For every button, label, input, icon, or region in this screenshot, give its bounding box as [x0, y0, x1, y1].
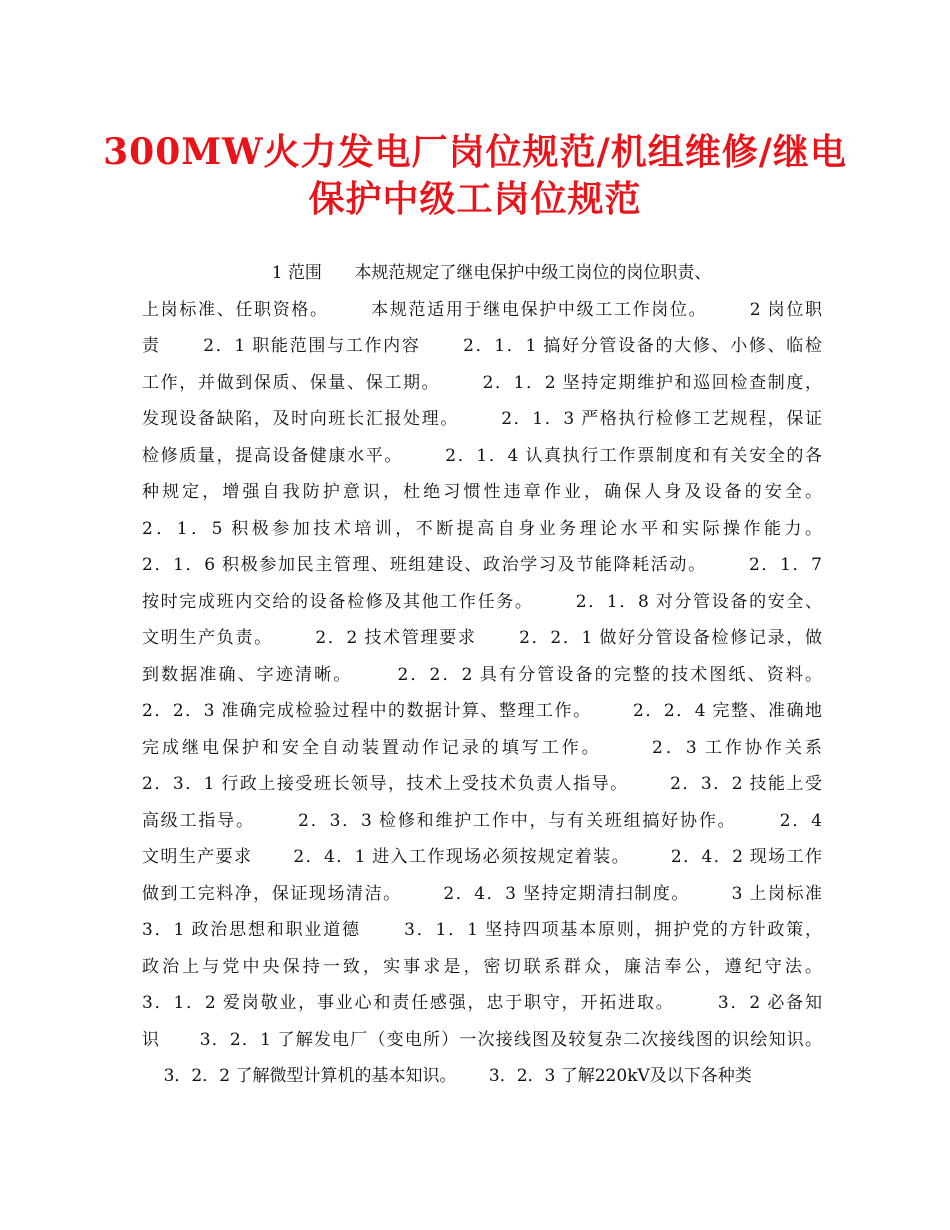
body-line: 2．1．5 积极参加技术培训，不断提高自身业务理论水平和实际操作能力。: [142, 518, 822, 539]
body-line: 2．3．1 行政上接受班长领导，技术上受技术负责人指导。 2．3．2 技能上受: [142, 774, 822, 794]
document-title-line-2: 保护中级工岗位规范: [308, 178, 642, 220]
body-line: 完成继电保护和安全自动装置动作记录的填写工作。 2．3 工作协作关系: [142, 737, 822, 758]
body-line: 检修质量，提高设备健康水平。 2．1．4 认真执行工作票制度和有关安全的各: [142, 445, 822, 466]
document-body: [142, 255, 822, 1095]
body-line: 文明生产负责。 2．2 技术管理要求 2．2．1 做好分管设备检修记录，做: [142, 628, 822, 648]
body-line: 政治上与党中央保持一致，实事求是，密切联系群众，廉洁奉公，遵纪守法。: [142, 956, 822, 977]
body-line: 2．2．3 准确完成检验过程中的数据计算、整理工作。 2．2．4 完整、准确地: [142, 701, 822, 721]
body-line: 识 3．2．1 了解发电厂（变电所）一次接线图及较复杂二次接线图的识绘知识。: [142, 1029, 822, 1050]
body-line: 高级工指导。 2．3．3 检修和维护工作中，与有关班组搞好协作。 2．4: [142, 810, 822, 831]
body-line: 文明生产要求 2．4．1 进入工作现场必须按规定着装。 2．4．2 现场工作: [142, 847, 822, 867]
body-line: 3．1．2 爱岗敬业，事业心和责任感强，忠于职守，开拓进取。 3．2 必备知: [142, 993, 822, 1013]
body-line: 工作，并做到保质、保量、保工期。 2．1．2 坚持定期维护和巡回检查制度，: [142, 372, 822, 393]
body-line: 1 范围 本规范规定了继电保护中级工岗位的岗位职责、: [142, 263, 712, 283]
document-title-line-1: 300MW火力发电厂岗位规范/机组维修/继电: [103, 131, 847, 173]
body-line: 到数据准确、字迹清晰。 2．2．2 具有分管设备的完整的技术图纸、资料。: [142, 664, 822, 685]
body-line: 种规定，增强自我防护意识，杜绝习惯性违章作业，确保人身及设备的安全。: [142, 482, 822, 502]
body-line: 责 2．1 职能范围与工作内容 2．1．1 搞好分管设备的大修、小修、临检: [142, 336, 822, 356]
body-line: 发现设备缺陷，及时向班长汇报处理。 2．1．3 严格执行检修工艺规程，保证: [142, 409, 822, 429]
body-line: 3．2．2 了解微型计算机的基本知识。 3．2．3 了解220kV及以下各种类: [142, 1066, 752, 1086]
body-line: 2．1．6 积极参加民主管理、班组建设、政治学习及节能降耗活动。 2．1．7: [142, 555, 822, 575]
body-line: 按时完成班内交给的设备检修及其他工作任务。 2．1．8 对分管设备的安全、: [142, 591, 822, 612]
body-line: 做到工完料净，保证现场清洁。 2．4．3 坚持定期清扫制度。 3 上岗标准: [142, 883, 822, 904]
body-line: 上岗标准、任职资格。 本规范适用于继电保护中级工工作岗位。 2 岗位职: [142, 299, 822, 320]
body-line: 3．1 政治思想和职业道德 3．1．1 坚持四项基本原则，拥护党的方针政策，: [142, 920, 822, 940]
